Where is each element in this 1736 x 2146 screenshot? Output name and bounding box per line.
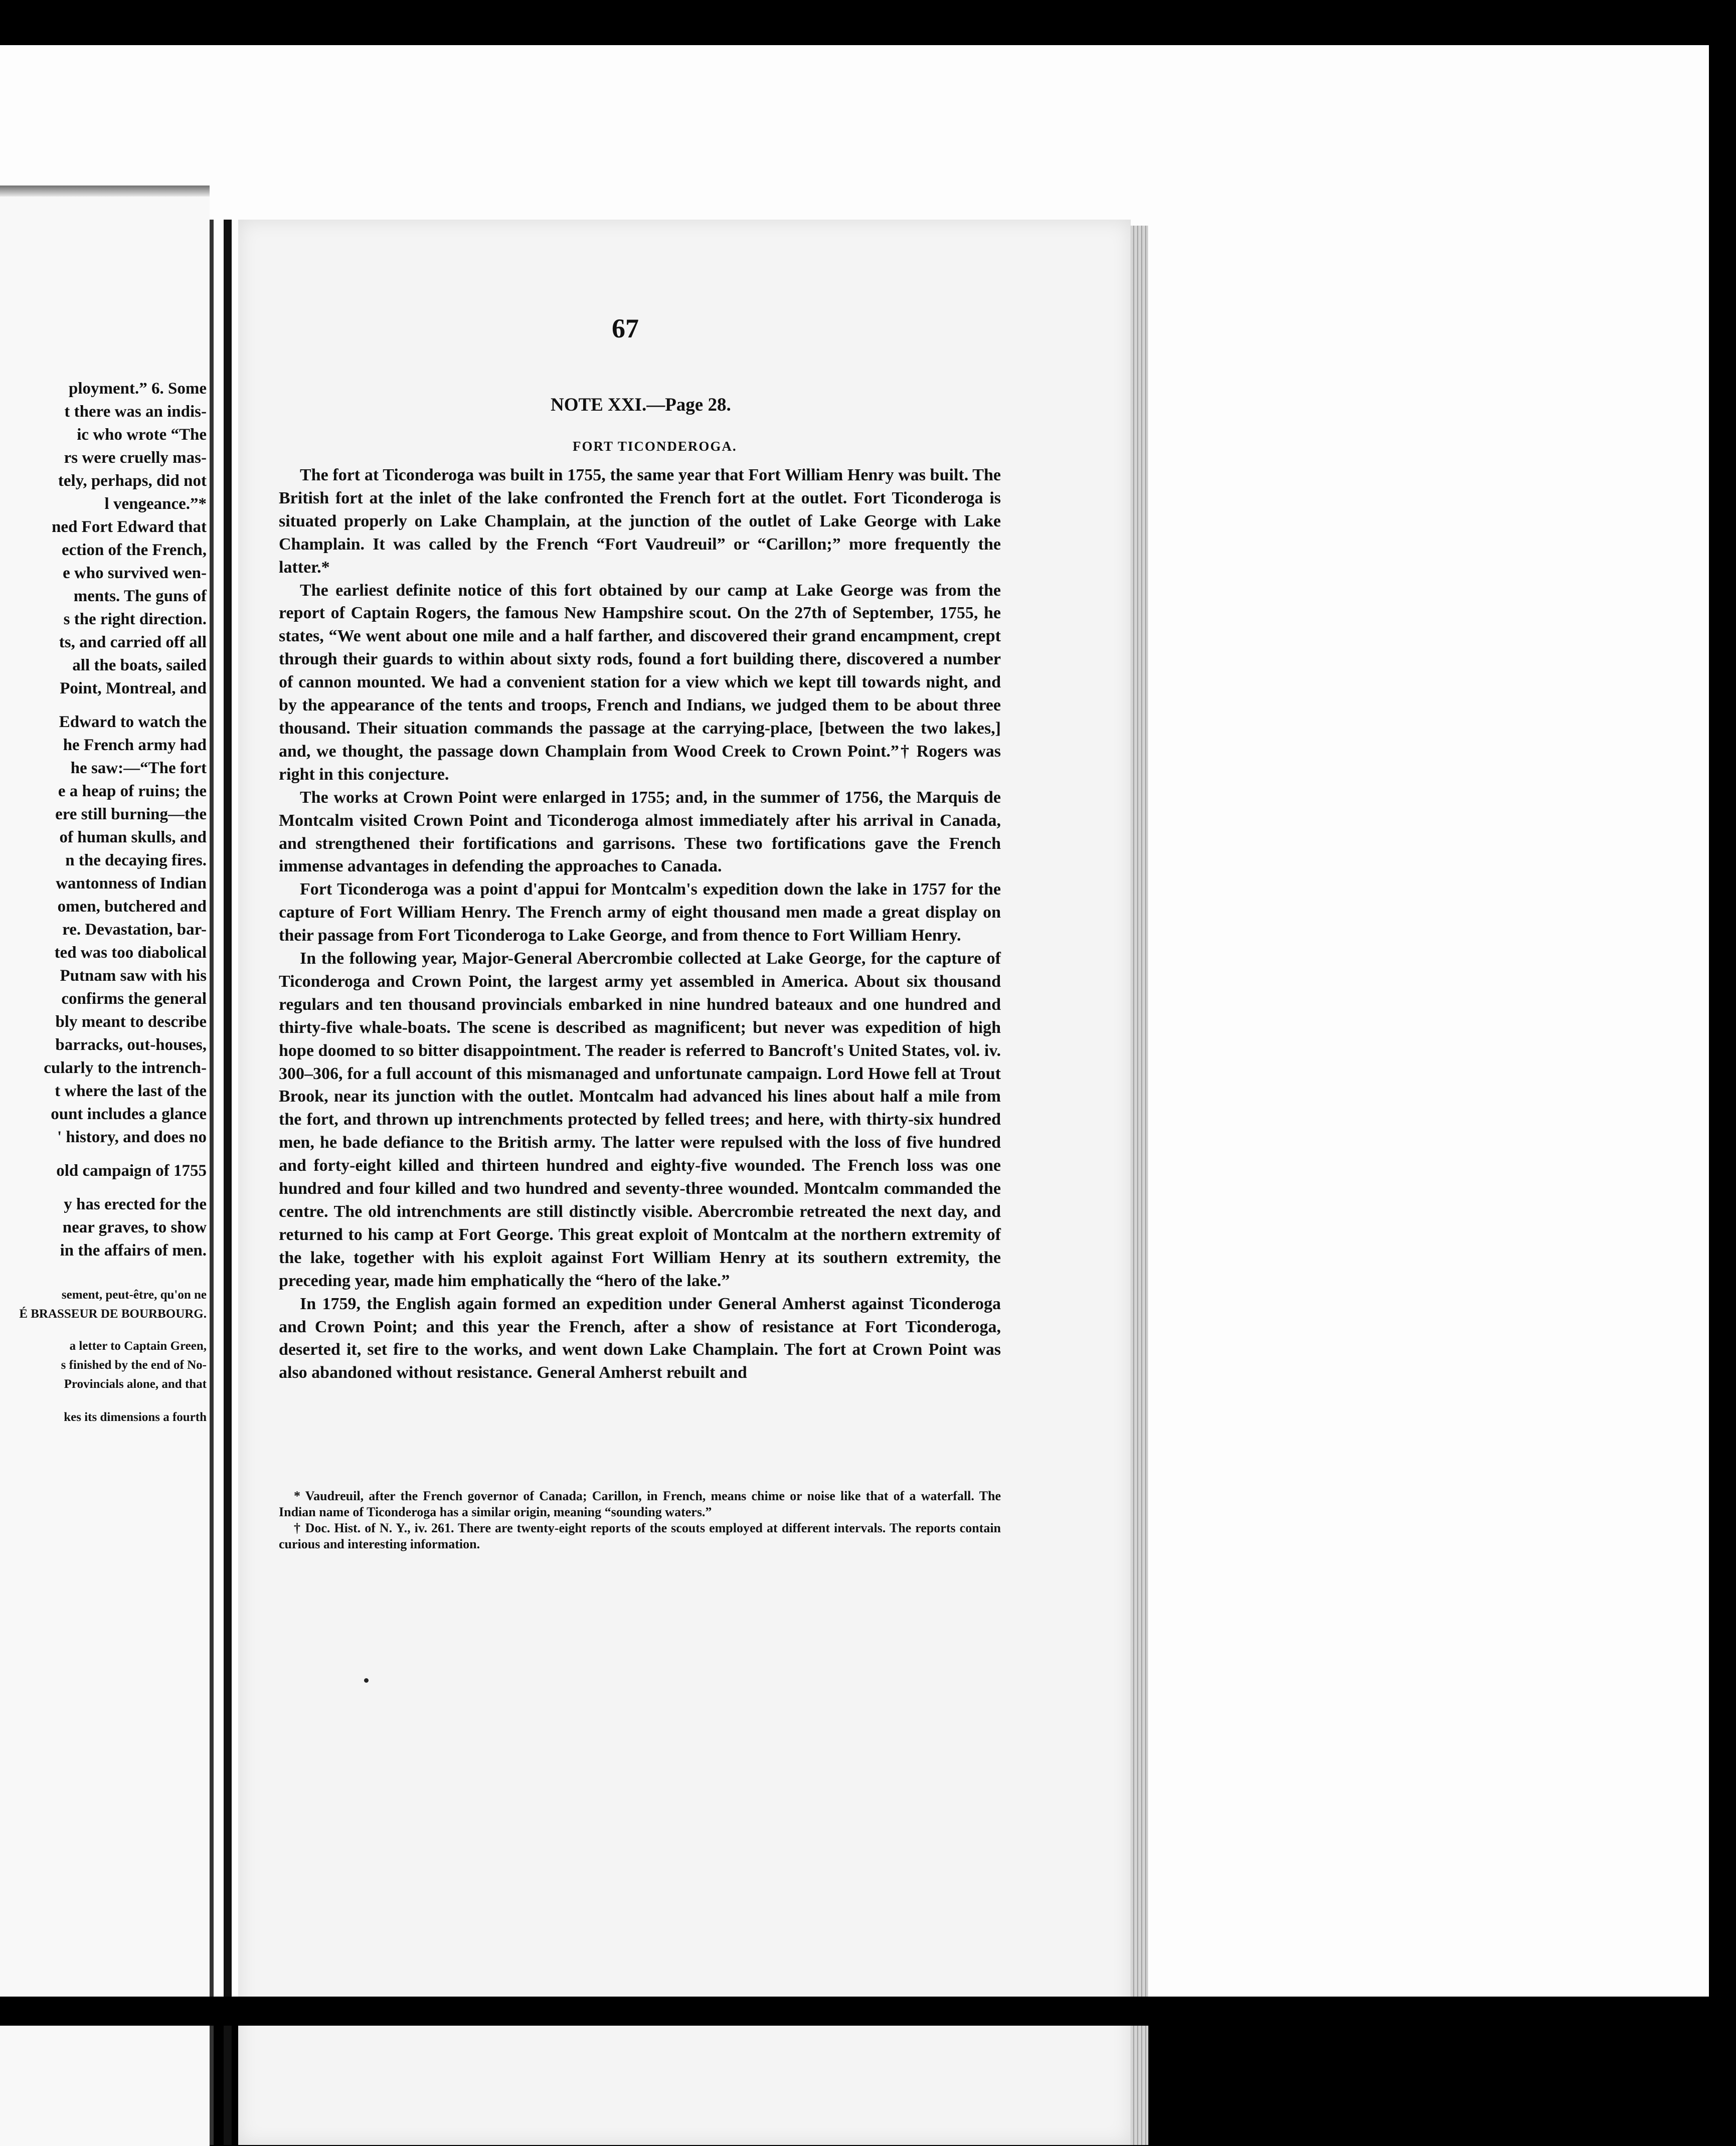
paragraph: Fort Ticonderoga was a point d'appui for Montcalm's expedition down the lake in 1757 for the capture of Fort William Henry. The French army of eight thousand men made a great display on their passage from Fort Ticonderoga to Lake George, and from thence to Fort William Henry.	[279, 880, 1001, 945]
left-line: ere still burning—the	[55, 805, 207, 823]
left-footnote-line: s finished by the end of No-	[61, 1358, 207, 1372]
left-footnote-line: sement, peut-être, qu'on ne	[61, 1288, 207, 1302]
left-line: omen, butchered and	[57, 898, 207, 916]
left-line: barracks, out-houses,	[55, 1036, 207, 1054]
left-line: of human skulls, and	[59, 828, 207, 846]
left-footnote-line: Provincials alone, and that	[64, 1377, 207, 1391]
left-line: near graves, to show	[62, 1218, 207, 1236]
left-line: in the affairs of men.	[60, 1241, 207, 1260]
left-line: s the right direction.	[63, 610, 207, 628]
note-title: NOTE XXI.—Page 28.	[551, 395, 731, 415]
left-line: confirms the general	[61, 990, 207, 1008]
left-line: tely, perhaps, did not	[58, 472, 207, 490]
left-line: bly meant to describe	[55, 1013, 207, 1031]
scanner-frame-top	[0, 0, 1736, 45]
page-number: 67	[612, 313, 639, 343]
left-line: cularly to the intrench-	[44, 1059, 207, 1077]
left-line: e who survived wen-	[63, 564, 207, 582]
left-line: ned Fort Edward that	[52, 518, 207, 536]
left-line: wantonness of Indian	[56, 874, 207, 892]
left-page-text	[0, 379, 210, 1497]
paragraph: The works at Crown Point were enlarged in 1755; and, in the summer of 1756, the Marquis de Montcalm visited Crown Point and Ticonderoga almost immediately after his arrival in Canada, and strengthened their fortifications and garrisons. These two fortifications gave the French immense advantages in defending the approaches to Canada.	[279, 788, 1001, 876]
footnote: † Doc. Hist. of N. Y., iv. 261. There are twenty-eight reports of the scouts employed at different intervals. The reports contain curious and interesting information.	[279, 1521, 1001, 1551]
left-line: n the decaying fires.	[65, 851, 207, 869]
paragraph: In the following year, Major-General Abercrombie collected at Lake George, for the capture of Ticonderoga and Crown Point, the largest army yet assembled in America. About six thousand regulars and ten thousand provincials embarked in nine hundred bateaux and one hundred and thirty-five whale-boats. The scene is described as magnificent; but never was expedition of high hope doomed to so bitter disappointment. The reader is referred to Bancroft's United States, vol. iv. 300–306, for a full account of this mismanaged and unfortunate campaign. Lord Howe fell at Trout Brook, near its junction with the outlet. Montcalm had advanced his lines about half a mile from the fort, and thrown up intrenchments protected by felled trees; and here, with thirty-six hundred men, he bade defiance to the British army. The latter were repulsed with the loss of five hundred and forty-eight killed and thirteen hundred and eighty-five wounded. The French loss was one hundred and four killed and two hundred and seventy-three wounded. Montcalm commanded the centre. The old intrenchments are still distinctly visible. Abercrombie retreated the next day, and returned to his camp at Fort George. This great exploit of Montcalm at the northern extremity of the lake, together with his exploit against Fort William Henry at its southern extremity, the preceding year, made him emphatically the “hero of the lake.”	[279, 949, 1001, 1290]
left-line: ount includes a glance	[51, 1105, 207, 1123]
left-line: t there was an indis-	[64, 403, 207, 421]
left-line: ts, and carried off all	[59, 633, 207, 651]
left-line: e a heap of ruins; the	[58, 782, 207, 800]
left-line: rs were cruelly mas-	[64, 449, 207, 467]
body-text	[279, 464, 1001, 1384]
book-gutter	[224, 220, 232, 2145]
left-line: all the boats, sailed	[72, 656, 207, 674]
left-line: l vengeance.”*	[104, 495, 207, 513]
left-line: ' history, and does no	[57, 1128, 207, 1146]
scanner-frame-bottom	[0, 1997, 1736, 2026]
paragraph: In 1759, the English again formed an expedition under General Amherst against Ticonderoga and Crown Point; and this year the French, after a show of resistance at Fort Ticonderoga, deserted it, set fire to the works, and went down Lake Champlain. The fort at Crown Point was also abandoned without resistance. General Amherst rebuilt and	[279, 1294, 1001, 1382]
left-line: t where the last of the	[55, 1082, 207, 1100]
left-line: Putnam saw with his	[60, 967, 207, 985]
left-footnote-line: É BRASSEUR DE BOURBOURG.	[19, 1307, 207, 1321]
left-line: Point, Montreal, and	[60, 679, 207, 697]
paragraph: The fort at Ticonderoga was built in 1755, the same year that Fort William Henry was built. The British fort at the inlet of the lake confronted the French fort at the outlet. Fort Ticonderoga is situated properly on Lake Champlain, at the junction of the outlet of Lake George with Lake Champlain. It was called by the French “Fort Vaudreuil” or “Carillon;” more frequently the latter.*	[279, 466, 1001, 577]
footnote: * Vaudreuil, after the French governor of Canada; Carillon, in French, means chime or noise like that of a waterfall. The Indian name of Ticonderoga has a similar origin, meaning “sounding waters.”	[279, 1489, 1001, 1519]
left-line: ection of the French,	[62, 541, 207, 559]
left-line: he saw:—“The fort	[70, 759, 207, 777]
left-line: ted was too diabolical	[54, 944, 207, 962]
book-spine-shadow	[210, 220, 214, 2145]
left-line: re. Devastation, bar-	[62, 921, 207, 939]
paragraph: The earliest definite notice of this fort obtained by our camp at Lake George was from the report of Captain Rogers, the famous New Hampshire scout. On the 27th of September, 1755, he states, “We went about one mile and a half farther, and discovered their grand encampment, crept through their guards to within about sixty rods, found a fort building there, discovered a number of cannon mounted. We had a convenient station for a view which we kept till towards night, and by the appearance of the tents and troops, French and Indians, we judged them to be about three thousand. Their situation commands the passage at the carrying-place, [between the two lakes,] and, we thought, the passage down Champlain from Wood Creek to Crown Point.”† Rogers was right in this conjecture.	[279, 581, 1001, 784]
left-footnote-line: a letter to Captain Green,	[69, 1339, 207, 1353]
page-edge-stack	[1131, 226, 1148, 2145]
scanner-frame-right	[1709, 0, 1736, 2026]
left-line: Edward to watch the	[59, 713, 207, 731]
section-title: FORT TICONDEROGA.	[573, 439, 737, 454]
footnotes	[279, 1488, 1001, 1552]
left-line: ic who wrote “The	[77, 426, 207, 444]
left-footnote-line: kes its dimensions a fourth	[64, 1410, 207, 1424]
left-line: ployment.” 6. Some	[69, 380, 207, 398]
speck-mark	[364, 1678, 369, 1683]
left-line: he French army had	[63, 736, 207, 754]
left-line: ments. The guns of	[73, 587, 207, 605]
left-line: y has erected for the	[64, 1195, 207, 1213]
left-line: old campaign of 1755	[56, 1162, 207, 1180]
